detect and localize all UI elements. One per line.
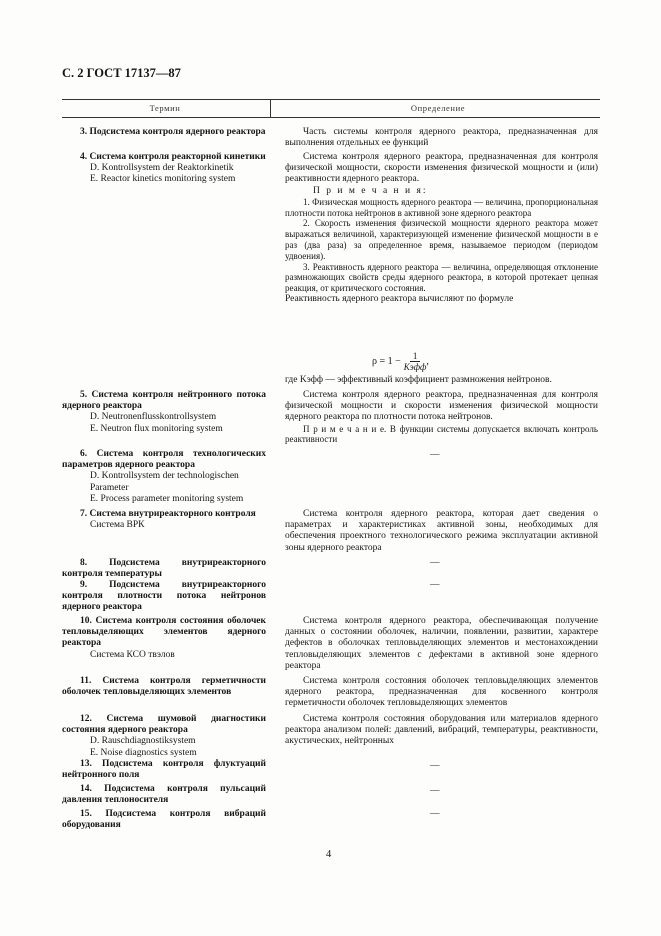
term-13: 13. Подсистема контроля флуктуаций нейтронного поля bbox=[62, 759, 266, 781]
reactivity-formula: ρ = 1 − $\frac{1}{\text{Kэфф}}$ , bbox=[372, 351, 429, 372]
definition-14: — bbox=[430, 786, 440, 796]
term-3: 3. Подсистема контроля ядерного реактора bbox=[80, 127, 266, 137]
definition-12: Система контроля состояния оборудования или материалов ядерного реактора анализом полей: давлений, вибраций, температуры, реактивности, акустических, нейтронных bbox=[285, 714, 598, 747]
table-header-rule bbox=[62, 117, 600, 118]
definition-9: — bbox=[430, 580, 440, 590]
definition-3: Часть системы контроля ядерного реактора, предназначенная для выполнения отдельных ее функций bbox=[285, 127, 598, 149]
term-15: 15. Подсистема контроля вибраций оборудования bbox=[62, 809, 266, 831]
term-5: 5. Система контроля нейтронного потока ядерного реактора D. Neutronenflusskontrollsystem E. Neutron flux monitoring system bbox=[62, 390, 266, 434]
term-14: 14. Подсистема контроля пульсаций давления теплоносителя bbox=[62, 784, 266, 806]
term-4: 4. Система контроля реакторной кинетики D. Kontrollsystem der Reaktorkinetik E. Reactor kinetics monitoring system bbox=[80, 152, 266, 185]
definition-15: — bbox=[430, 809, 440, 819]
page-header: С. 2 ГОСТ 17137—87 bbox=[62, 66, 181, 80]
definition-5: Система контроля ядерного реактора, предназначенная для контроля физической мощности и скорости изменения физической мощности ядерного реактора по плотности потока нейтронов. П р и м е ч а н и е. В функции системы допускается включать контроль реактивности bbox=[285, 390, 598, 445]
definition-13: — bbox=[430, 761, 440, 771]
definition-6: — bbox=[430, 450, 440, 460]
column-header-term: Термин bbox=[149, 103, 181, 113]
term-9: 9. Подсистема внутриреакторного контроля плотности потока нейтронов ядерного реактора bbox=[62, 580, 266, 613]
definition-11: Система контроля состояния оболочек тепловыделяющих элементов ядерного реактора, предназначенная для косвенного контроля герметичности оболочек тепловыделяющих элементов bbox=[285, 676, 598, 709]
column-divider bbox=[270, 99, 271, 117]
definition-10: Система контроля ядерного реактора, обеспечивающая получение данных о состоянии оболочек, наличии, появлении, развитии, характере дефектов в оболочках тепловыделяющих элементов и местонахождении тепловыделяющих элементов с дефектами в активной зоне ядерного реактора bbox=[285, 616, 598, 671]
term-10: 10. Система контроля состояния оболочек тепловыделяющих элементов ядерного реактора Система КСО твэлов bbox=[62, 616, 266, 660]
definition-8: — bbox=[430, 558, 440, 568]
definition-4: Система контроля ядерного реактора, предназначенная для контроля физической мощности, скорости изменения физической мощности и (или) реактивности ядерного реактора. П р и м е ч а н и я: 1. Физическая мощность ядерного реактора — величина, пропорциональная плотности потока нейтронов в активной зоне ядерного реактора 2. Скорость изменения физической мощности ядерного реактора может выражаться величиной, характеризующей изменение физической мощности в е раз (два раза) за определенное время, называемое периодом (периодом удвоения). 3. Реактивность ядерного реактора — величина, определяющая отклонение размножающих свойств среды ядерного реактора, в которой протекает цепная реакция, от критического состояния. Реактивность ядерного реактора вычисляют по формуле bbox=[285, 152, 598, 304]
term-12: 12. Система шумовой диагностики состояния ядерного реактора D. Rauschdiagnostiksystem E. Noise diagnostics system bbox=[62, 714, 266, 758]
table-top-rule bbox=[62, 99, 600, 100]
column-header-definition: Определение bbox=[410, 103, 466, 113]
formula-where: где Kэфф — эффективный коэффициент размножения нейтронов. bbox=[285, 375, 552, 385]
term-11: 11. Система контроля герметичности оболочек тепловыделяющих элементов bbox=[62, 676, 266, 698]
page-number: 4 bbox=[326, 849, 332, 860]
definition-7: Система контроля ядерного реактора, которая дает сведения о параметрах и характеристиках активной зоны, необходимых для обеспечения проектного технологического режима эксплуатации активной зоны ядерного реактора bbox=[285, 509, 598, 553]
formula-fraction: $\frac{1}{\text{Kэфф}}$ bbox=[403, 351, 427, 372]
term-6: 6. Система контроля технологических параметров ядерного реактора D. Kontrollsystem der technologischen Parameter E. Process parameter monitoring system bbox=[62, 449, 266, 504]
term-8: 8. Подсистема внутриреакторного контроля температуры bbox=[62, 558, 266, 580]
term-7: 7. Система внутриреакторного контроля Система ВРК bbox=[80, 509, 256, 531]
